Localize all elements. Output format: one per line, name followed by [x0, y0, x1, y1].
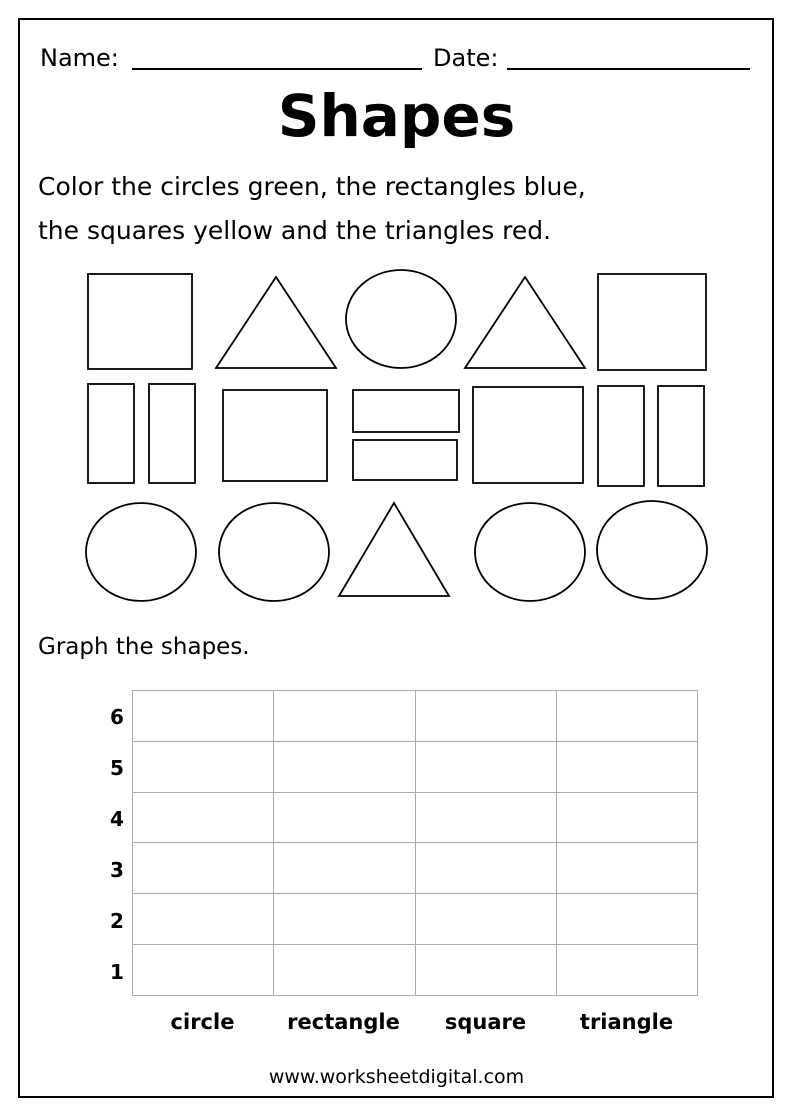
graph-cell[interactable]	[416, 945, 557, 996]
y-axis-label: 3	[110, 858, 124, 882]
triangle-shape	[339, 503, 449, 596]
graph-cell[interactable]	[133, 894, 274, 945]
graph-cell[interactable]	[133, 843, 274, 894]
graph-cell[interactable]	[557, 691, 698, 742]
circle-shape	[475, 503, 585, 601]
x-axis-label-circle: circle	[170, 1010, 235, 1034]
y-axis-label: 4	[110, 807, 124, 831]
graph-cell[interactable]	[274, 945, 415, 996]
graph-cell[interactable]	[274, 793, 415, 844]
triangle-shape	[216, 277, 336, 368]
instruction-line-1: Color the circles green, the rectangles blue,	[38, 172, 586, 201]
triangle-shape	[465, 277, 585, 368]
y-axis-label: 6	[110, 705, 124, 729]
graph-cell[interactable]	[274, 894, 415, 945]
graph-instruction: Graph the shapes.	[38, 634, 250, 660]
circle-shape	[86, 503, 196, 601]
graph-cell[interactable]	[557, 945, 698, 996]
date-label: Date:	[433, 44, 499, 72]
y-axis-label: 5	[110, 756, 124, 780]
rectangle-shape	[88, 384, 134, 483]
rectangle-shape	[353, 440, 457, 480]
graph-cell[interactable]	[557, 894, 698, 945]
page-title: Shapes	[277, 82, 516, 150]
graph-cell[interactable]	[416, 793, 557, 844]
footer-url: www.worksheetdigital.com	[268, 1066, 525, 1088]
rectangle-shape	[598, 386, 644, 486]
graph-cell[interactable]	[416, 894, 557, 945]
square-shape	[88, 274, 192, 369]
graph-cell[interactable]	[274, 691, 415, 742]
graph-cell[interactable]	[557, 793, 698, 844]
y-axis-label: 1	[110, 960, 124, 984]
name-label: Name:	[40, 44, 119, 72]
graph-cell[interactable]	[133, 793, 274, 844]
instruction-line-2: the squares yellow and the triangles red.	[38, 216, 552, 245]
circle-shape	[346, 270, 456, 368]
graph-cell[interactable]	[416, 742, 557, 793]
x-axis-label-square: square	[444, 1010, 527, 1034]
graph-cell[interactable]	[133, 945, 274, 996]
square-shape	[473, 387, 583, 483]
rectangle-shape	[658, 386, 704, 486]
graph-cell[interactable]	[274, 843, 415, 894]
graph-cell[interactable]	[557, 843, 698, 894]
graph-cell[interactable]	[133, 691, 274, 742]
square-shape	[223, 390, 327, 481]
graph-cell[interactable]	[416, 691, 557, 742]
circle-shape	[597, 501, 707, 599]
x-axis-label-triangle: triangle	[579, 1010, 674, 1034]
graph-cell[interactable]	[274, 742, 415, 793]
circle-shape	[219, 503, 329, 601]
x-axis-label-rectangle: rectangle	[287, 1010, 400, 1034]
square-shape	[598, 274, 706, 370]
rectangle-shape	[353, 390, 459, 432]
graph-cell[interactable]	[133, 742, 274, 793]
graph-grid	[132, 690, 698, 996]
y-axis-label: 2	[110, 909, 124, 933]
graph-cell[interactable]	[416, 843, 557, 894]
rectangle-shape	[149, 384, 195, 483]
graph-cell[interactable]	[557, 742, 698, 793]
